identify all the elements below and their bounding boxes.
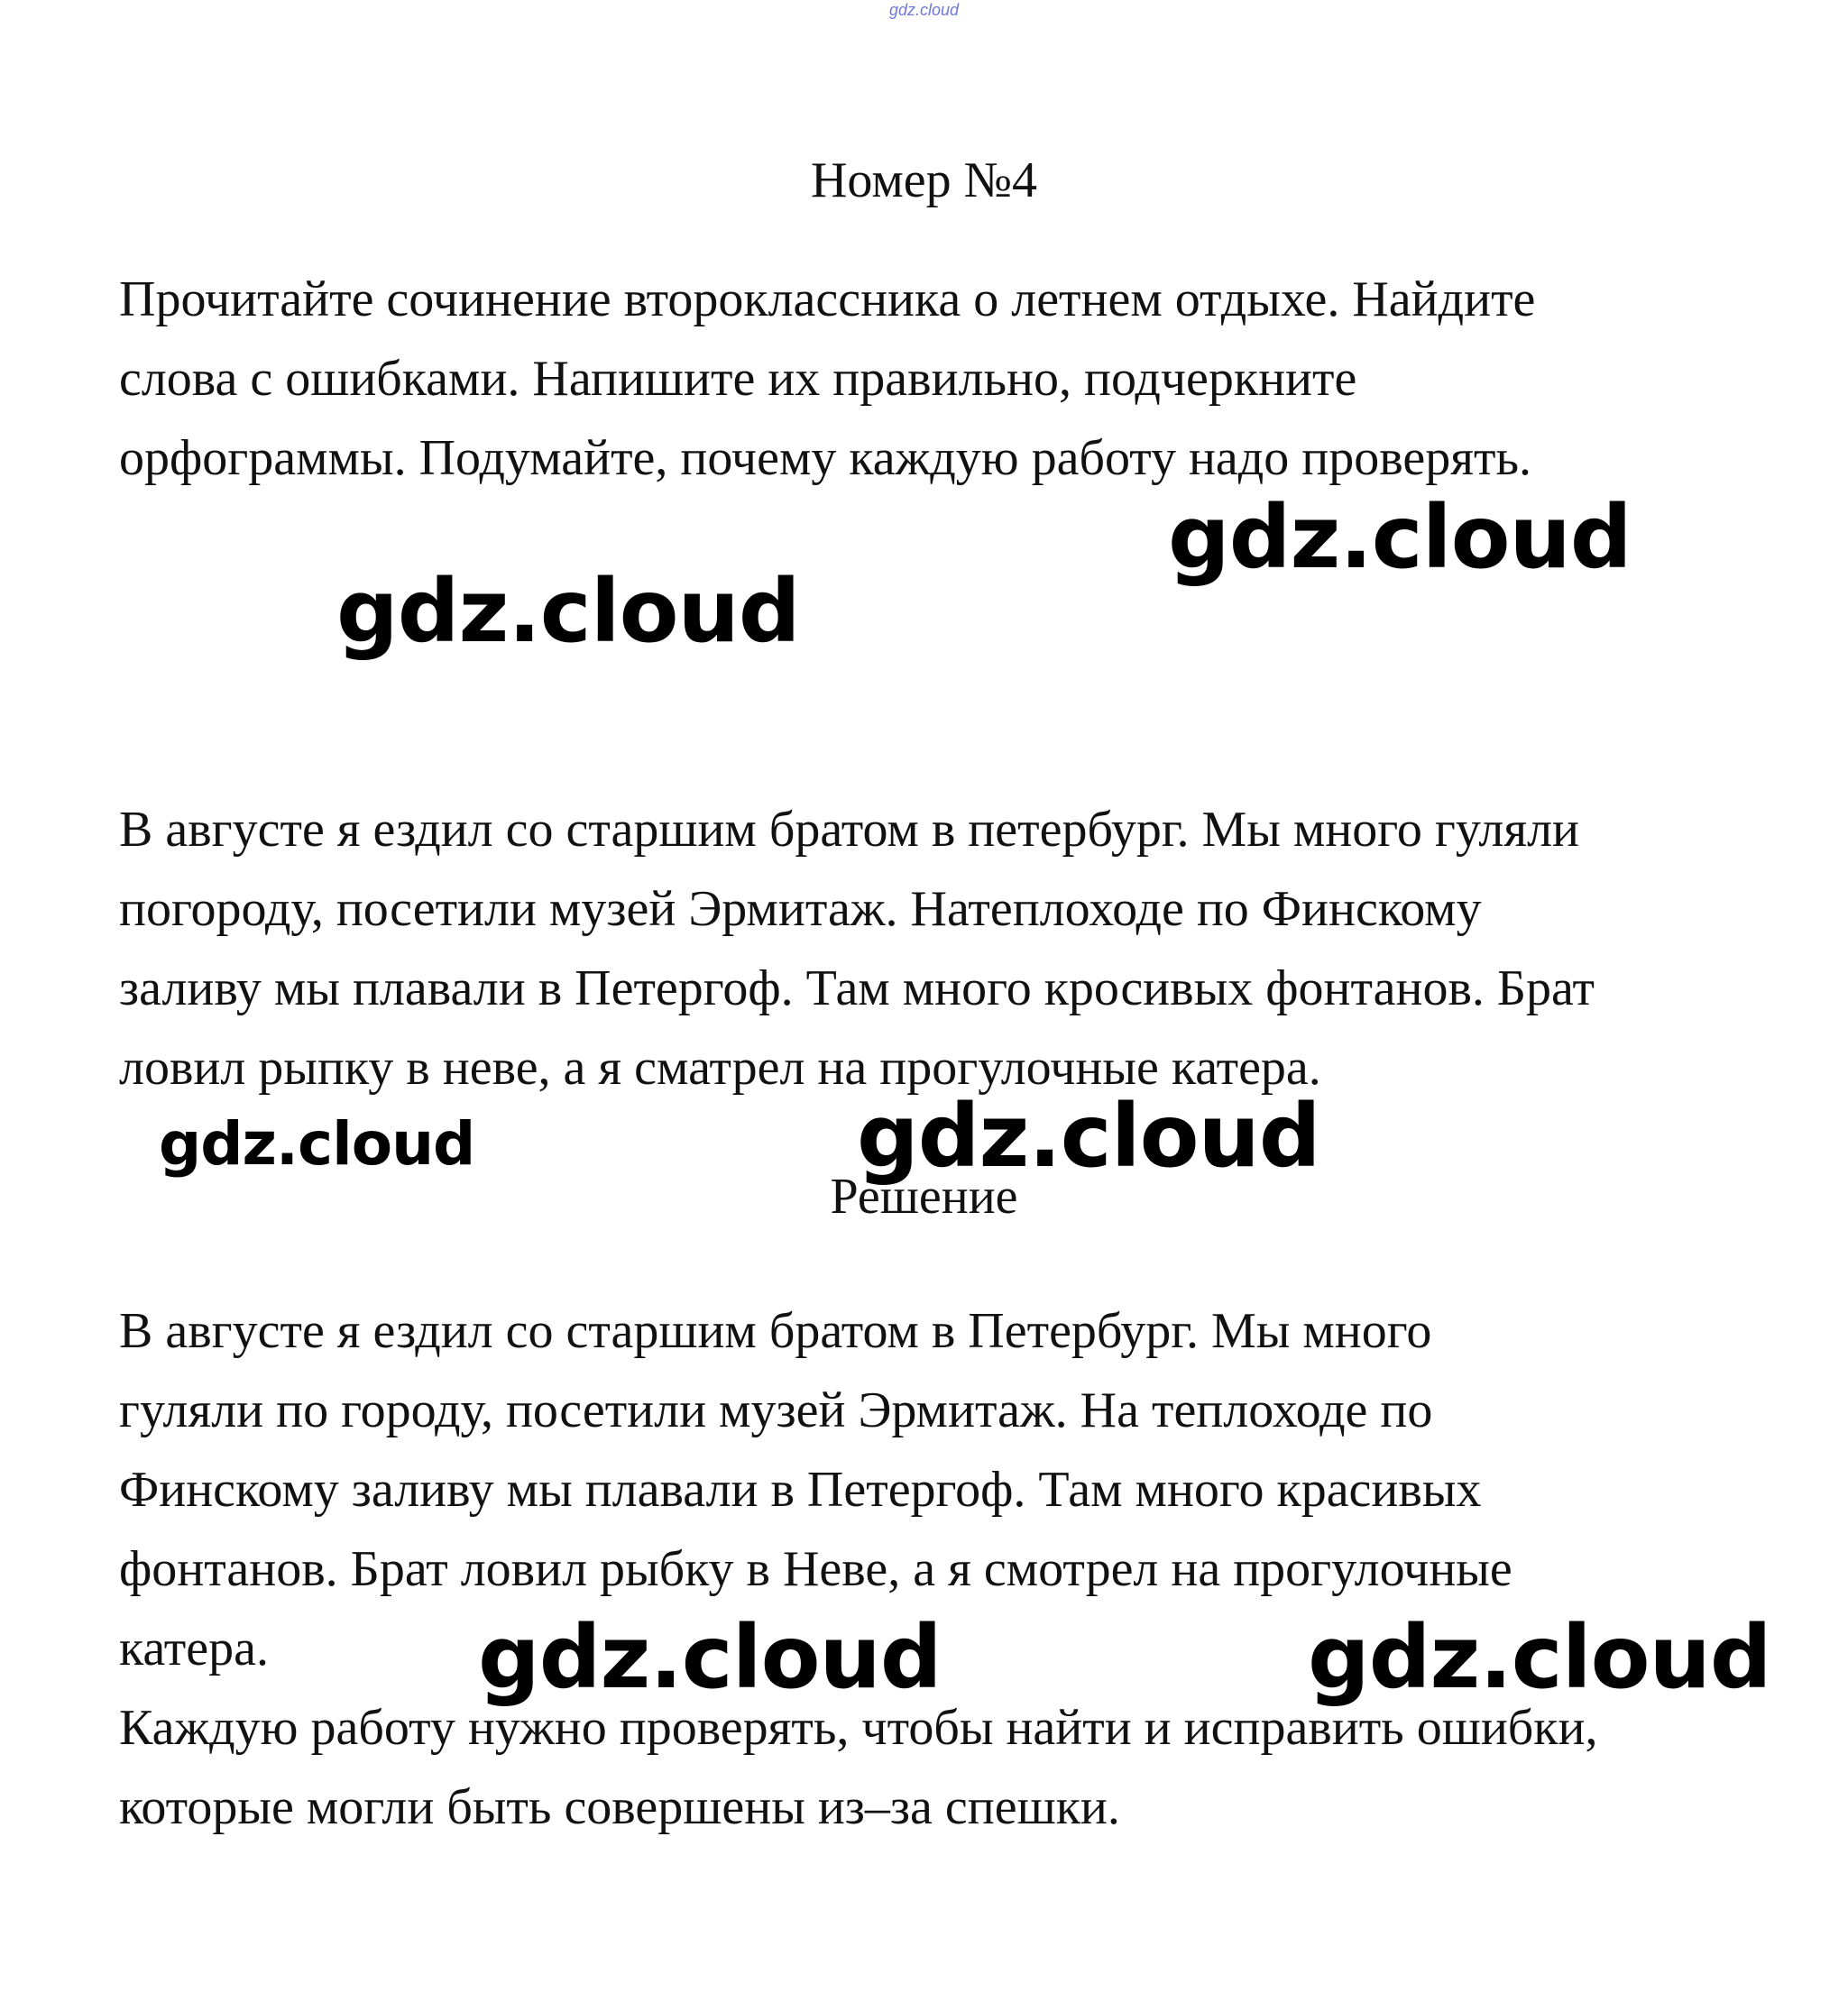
solution-line: Финскому заливу мы плавали в Петергоф. Там много красивых: [119, 1462, 1482, 1518]
essay-line: заливу мы плавали в Петергоф. Там много кросивых фонтанов. Брат: [119, 960, 1595, 1016]
task-line: Прочитайте сочинение второклассника о летнем отдыхе. Найдите: [119, 271, 1536, 327]
page-title: Номер №4: [810, 152, 1038, 208]
task-line: орфограммы. Подумайте, почему каждую работу надо проверять.: [119, 430, 1531, 486]
watermark: gdz.cloud: [159, 1109, 475, 1179]
task-line: слова с ошибками. Напишите их правильно, подчеркните: [119, 351, 1357, 407]
solution-line: фонтанов. Брат ловил рыбку в Неве, а я смотрел на прогулочные: [119, 1541, 1512, 1597]
solution-line: гуляли по городу, посетили музей Эрмитаж. На теплоходе по: [119, 1382, 1433, 1438]
watermark: gdz.cloud: [1308, 1607, 1771, 1708]
conclusion-line: Каждую работу нужно проверять, чтобы найти и исправить ошибки,: [119, 1700, 1598, 1756]
solution-line: В августе я ездил со старшим братом в Петербург. Мы много: [119, 1303, 1432, 1359]
conclusion-line: которые могли быть совершены из–за спешки.: [119, 1779, 1120, 1835]
conclusion-paragraph: [119, 1688, 1733, 1847]
watermark: gdz.cloud: [857, 1086, 1320, 1187]
essay-line: погороду, посетили музей Эрмитаж. Натеплоходе по Финскому: [119, 881, 1482, 937]
solution-line: катера.: [119, 1621, 269, 1676]
watermark: gdz.cloud: [478, 1607, 942, 1708]
solution-heading: Решение: [830, 1169, 1018, 1225]
essay-paragraph: [119, 790, 1733, 1107]
watermark: gdz.cloud: [336, 561, 800, 662]
task-paragraph: [119, 260, 1733, 498]
watermark: gdz.cloud: [1168, 487, 1632, 588]
essay-line: В августе я ездил со старшим братом в петербург. Мы много гуляли: [119, 802, 1579, 858]
essay-line: ловил рыпку в неве, а я сматрел на прогулочные катера.: [119, 1040, 1321, 1096]
top-watermark-link[interactable]: gdz.cloud: [888, 1, 960, 19]
